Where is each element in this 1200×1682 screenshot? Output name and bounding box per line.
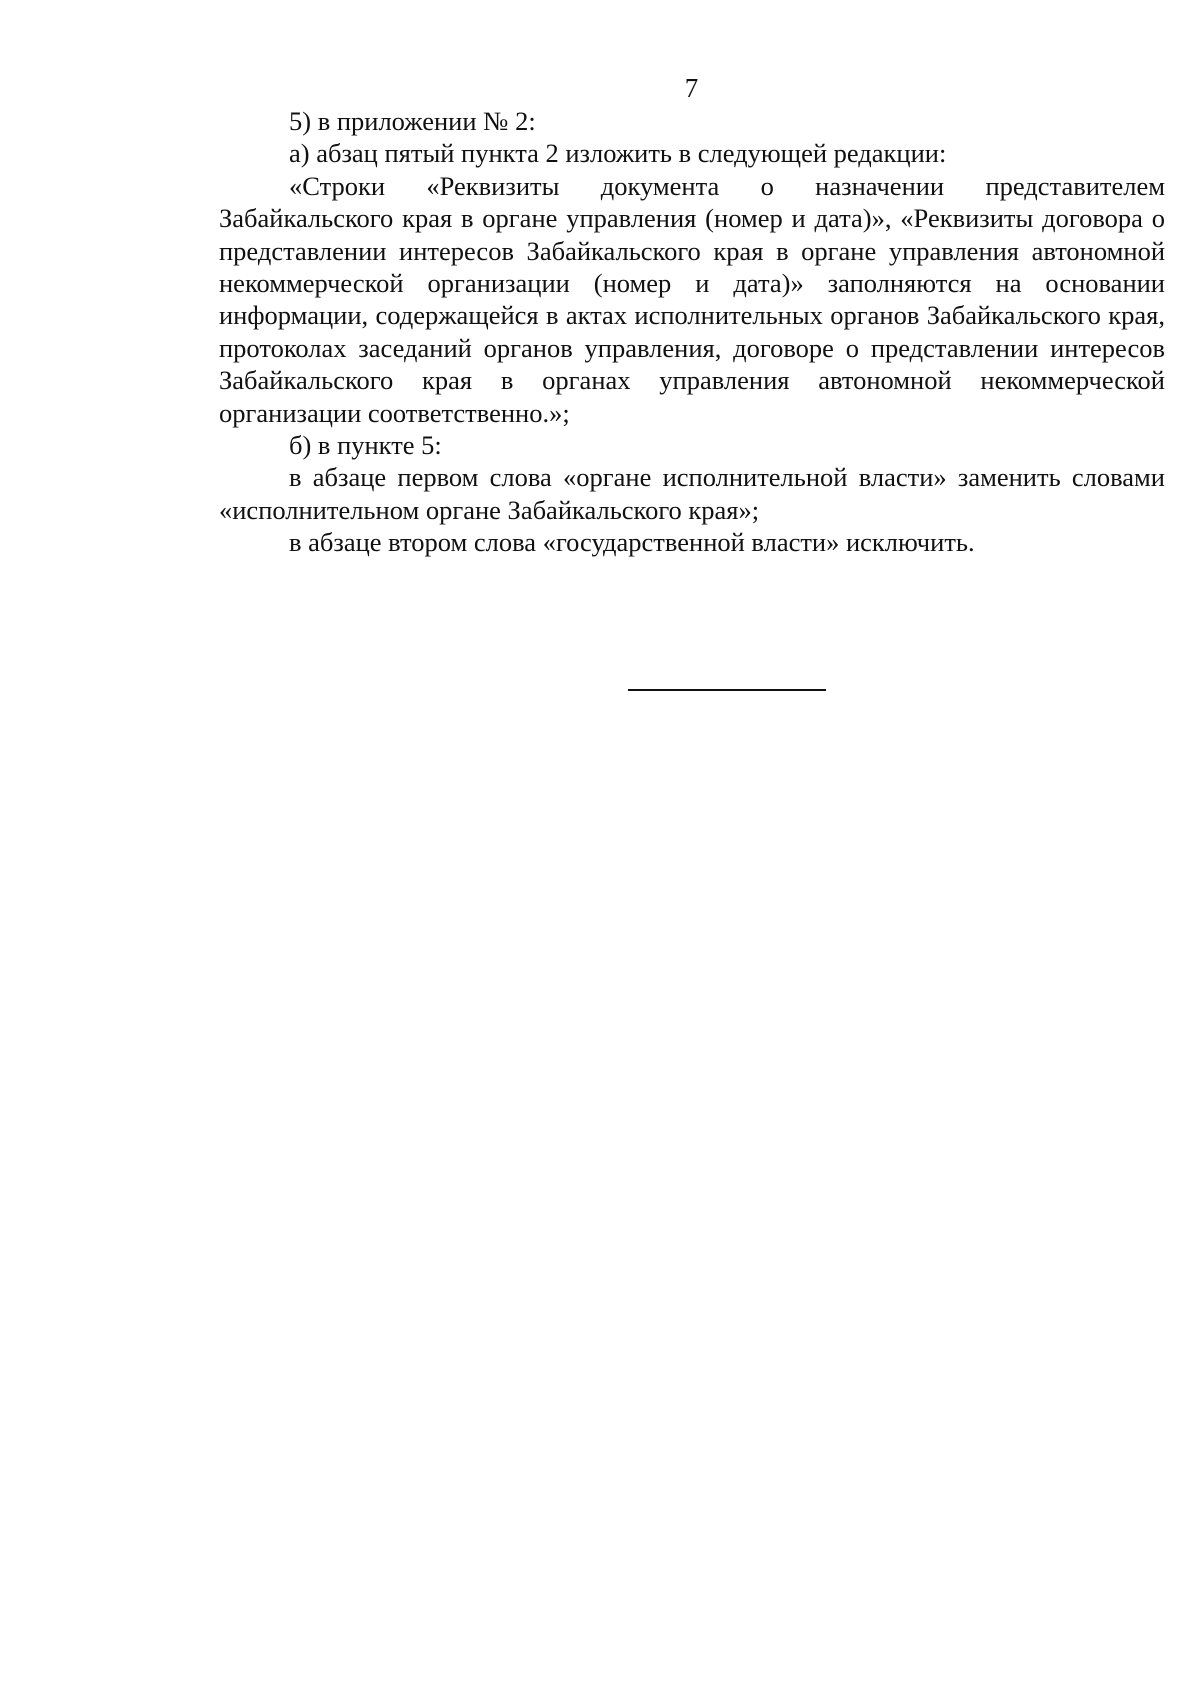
paragraph-item-5: 5) в приложении № 2: [289,106,536,136]
paragraph-subitem-b: б) в пункте 5: [289,430,442,461]
closing-divider [628,689,826,691]
paragraph-second-abzac-change: в абзаце втором слова «государственной власти» исключить. [289,527,975,558]
paragraph-quoted-amendment: «Строки «Реквизиты документа о назначении представителем Забайкальского края в органе управления (номер и дата)», «Реквизиты договора о представлении интересов Забайкальского края в органе управления автономной некоммерческой организации (номер и дата)» заполняются на основании информации, содержащейся в актах исполнительных органов Забайкальского края, протоколах заседаний органов управления, договоре о представлении интересов Забайкальского края в органах управления автономной некоммерческой организации соответственно.»; [219,170,1165,428]
document-body [219,105,1165,559]
page-number: 7 [684,73,699,103]
paragraph-subitem-a: а) абзац пятый пункта 2 изложить в следующей редакции: [289,138,947,169]
paragraph-first-abzac-change: в абзаце первом слова «органе исполнительной власти» заменить словами «исполнительном органе Забайкальского края»; [219,462,1165,525]
